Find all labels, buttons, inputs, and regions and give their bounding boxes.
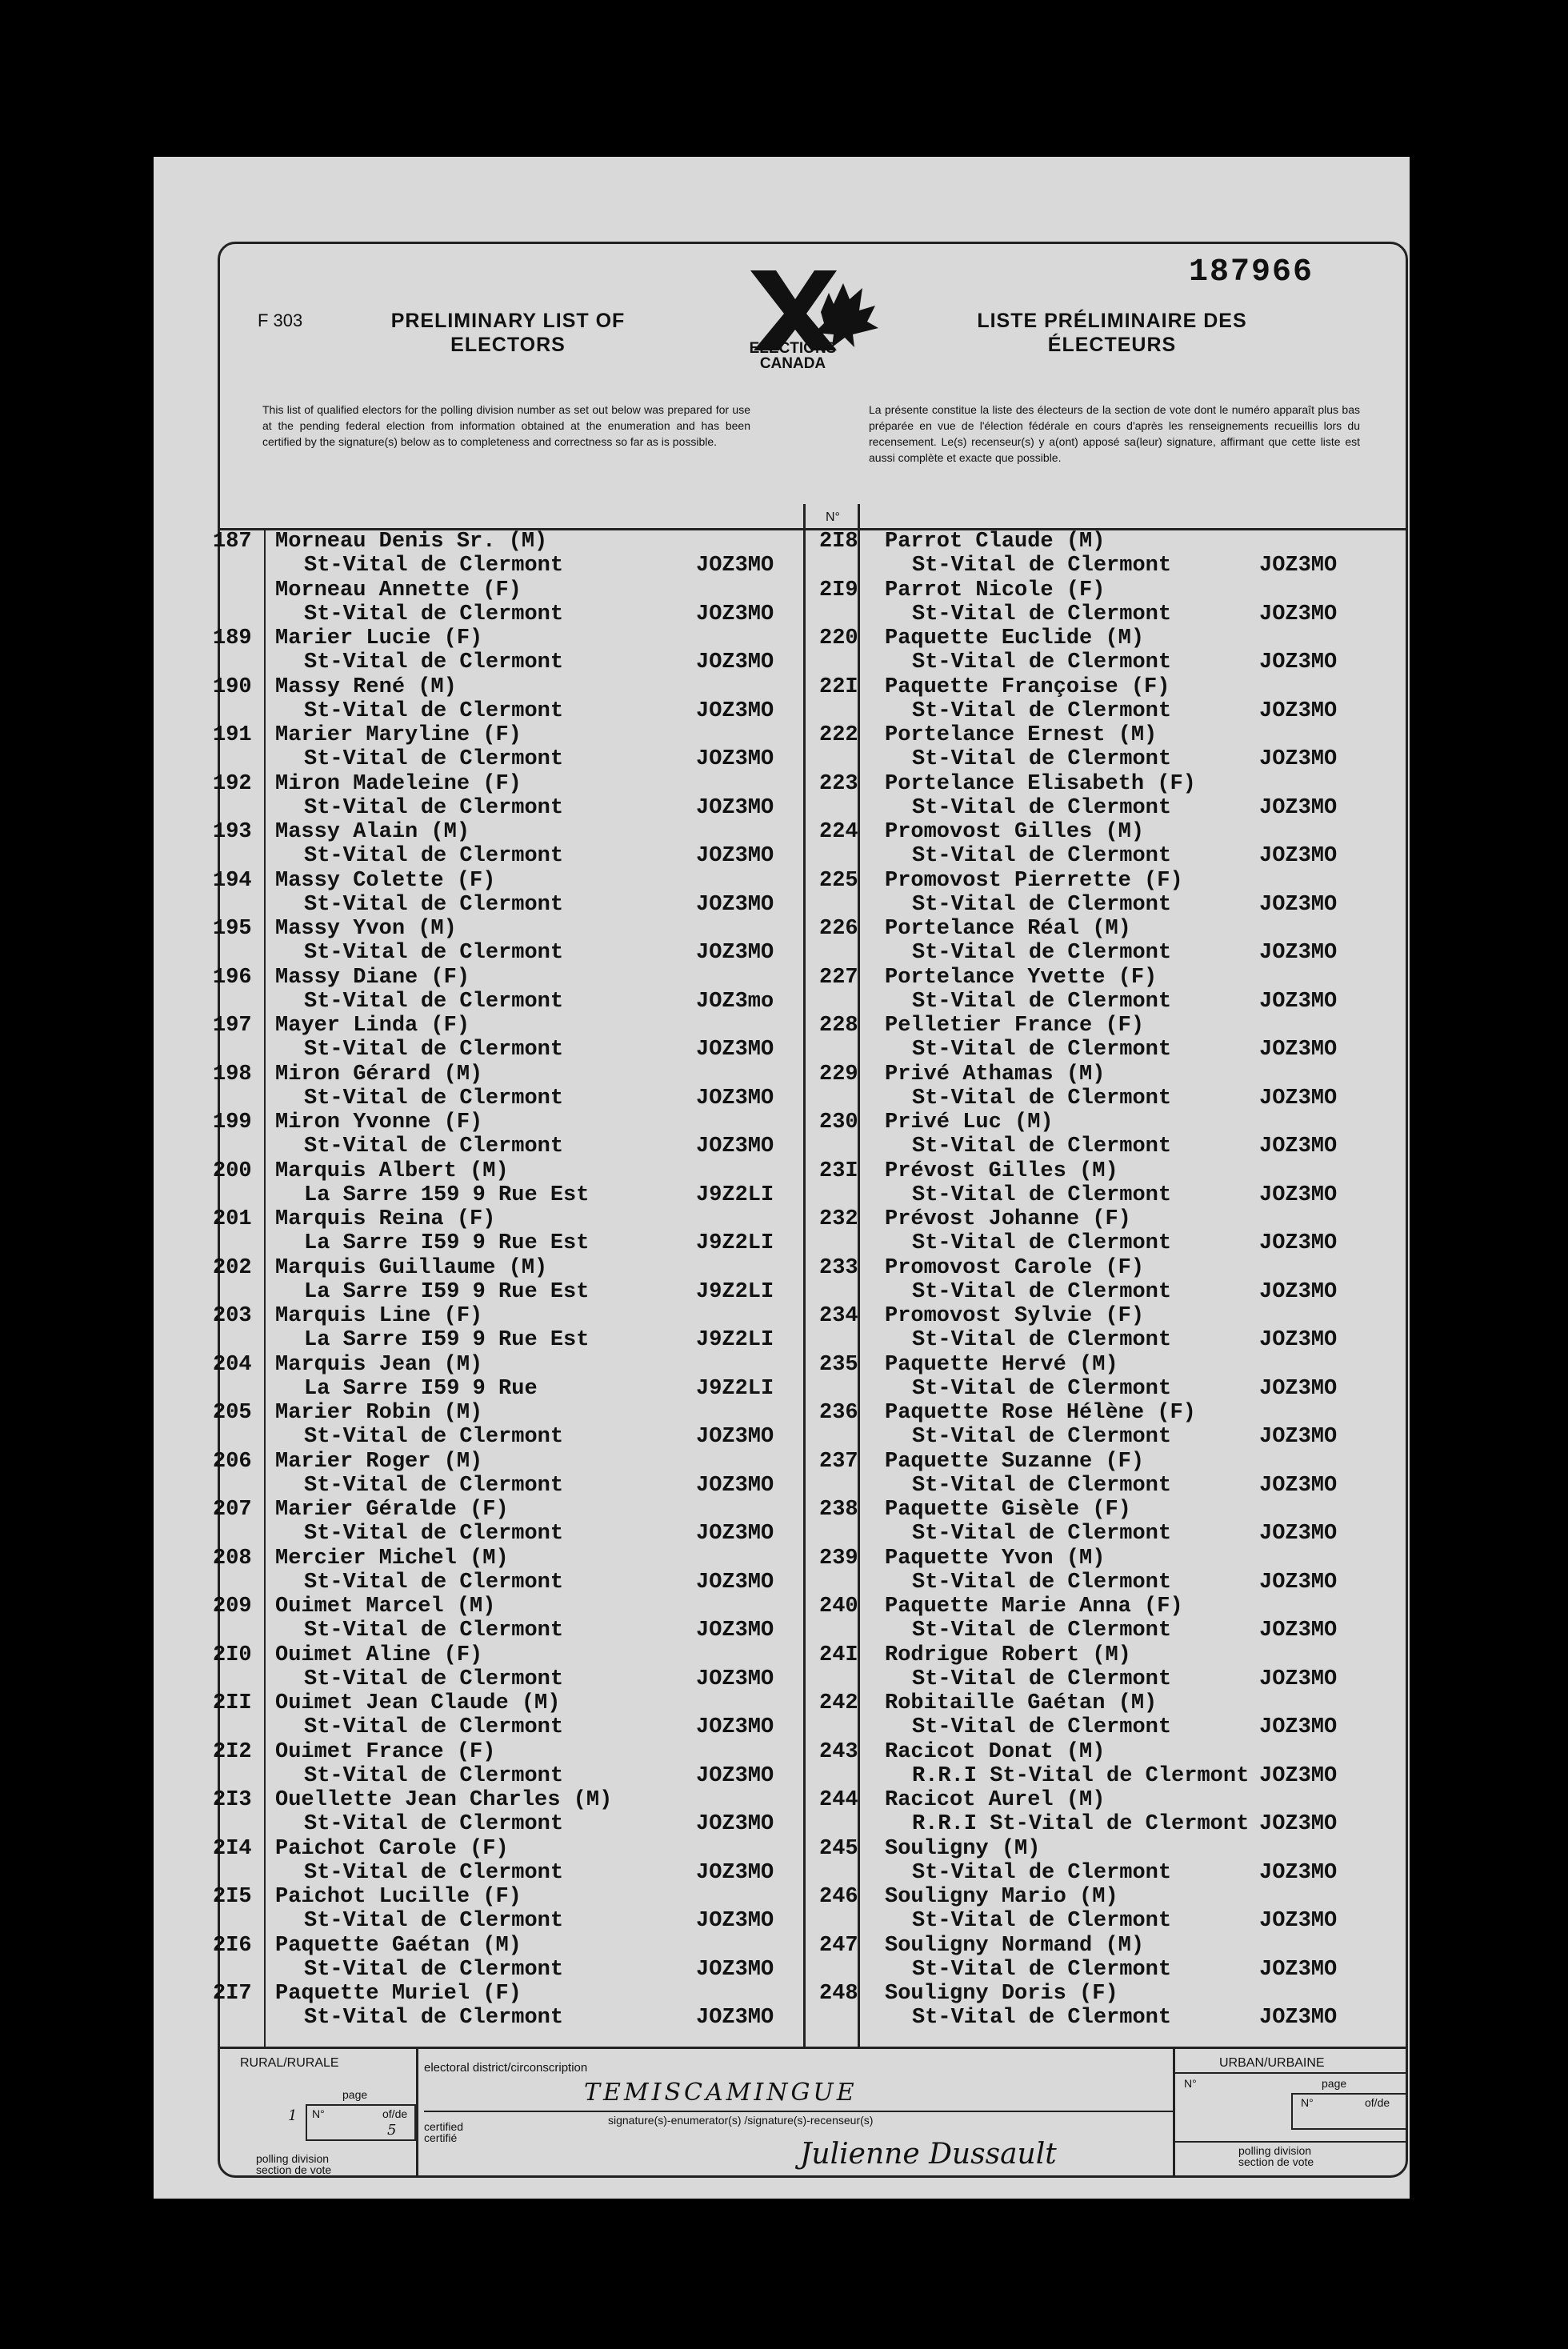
elector-number: 2II [213, 1691, 252, 1715]
elector-name: Marquis Reina (F) [275, 1207, 496, 1231]
elector-number: 242 [819, 1691, 858, 1715]
elector-number: 194 [213, 869, 252, 893]
elector-name: Racicot Aurel (M) [885, 1788, 1106, 1812]
elector-number: 233 [819, 1256, 858, 1280]
elector-address: St-Vital de Clermont [912, 1619, 1172, 1643]
elector-postal-code: JOZ3MO [696, 893, 774, 917]
elector-number: 196 [213, 966, 252, 990]
elector-name: Marier Roger (M) [275, 1450, 483, 1474]
rural-section-label: section de vote [256, 2163, 332, 2176]
elector-number: 243 [819, 1740, 858, 1764]
elector-postal-code: JOZ3MO [1259, 1474, 1338, 1498]
elector-name: Portelance Réal (M) [885, 917, 1131, 941]
elector-address: St-Vital de Clermont [912, 1522, 1172, 1546]
elector-postal-code: JOZ3MO [1259, 747, 1338, 771]
district-underline [424, 2111, 1173, 2112]
elector-address: St-Vital de Clermont [304, 650, 564, 674]
elector-address: St-Vital de Clermont [304, 1715, 564, 1739]
elector-address: St-Vital de Clermont [304, 1086, 564, 1110]
elector-postal-code: JOZ3MO [696, 1764, 774, 1788]
elector-postal-code: JOZ3MO [1259, 1571, 1338, 1595]
elector-postal-code: JOZ3MO [696, 1667, 774, 1691]
elector-postal-code: JOZ3MO [1259, 893, 1338, 917]
elector-name: Miron Madeleine (F) [275, 772, 522, 796]
elector-address: St-Vital de Clermont [304, 699, 564, 723]
elector-number: 230 [819, 1110, 858, 1134]
elector-postal-code: JOZ3MO [696, 1086, 774, 1110]
elector-name: Ouimet France (F) [275, 1740, 496, 1764]
elector-number: 202 [213, 1256, 252, 1280]
elector-address: St-Vital de Clermont [304, 1958, 564, 1982]
rural-of-label: of/de [382, 2107, 408, 2120]
elector-postal-code: JOZ3MO [1259, 1377, 1338, 1401]
elector-name: Robitaille Gaétan (M) [885, 1691, 1158, 1715]
elector-number: 227 [819, 966, 858, 990]
elector-address: La Sarre 159 9 Rue Est [304, 1183, 590, 1207]
elector-number: 197 [213, 1014, 252, 1038]
elector-address: St-Vital de Clermont [912, 1715, 1172, 1739]
elector-postal-code: JOZ3MO [1259, 941, 1338, 965]
rural-page-value: 1 [288, 2107, 298, 2124]
elector-postal-code: JOZ3MO [696, 1619, 774, 1643]
rural-polling-label: polling division [256, 2152, 330, 2165]
elector-postal-code: JOZ3MO [1259, 1715, 1338, 1739]
elector-address: St-Vital de Clermont [304, 1038, 564, 1062]
elector-number: 223 [819, 772, 858, 796]
elector-postal-code: JOZ3MO [1259, 796, 1338, 820]
elector-number: 192 [213, 772, 252, 796]
certifie-label: certifié [424, 2131, 458, 2144]
elector-postal-code: JOZ3MO [1259, 1861, 1338, 1885]
elector-number: 248 [819, 1982, 858, 2006]
elector-number: 234 [819, 1304, 858, 1328]
elector-address: St-Vital de Clermont [912, 990, 1172, 1014]
elector-number: 205 [213, 1401, 252, 1425]
elector-number: 195 [213, 917, 252, 941]
elector-number: 2I6 [213, 1934, 252, 1958]
certified-label: certified [424, 2120, 464, 2133]
elector-number: 246 [819, 1885, 858, 1909]
urban-no-label: N° [1184, 2077, 1197, 2090]
elector-name: Marquis Line (F) [275, 1304, 483, 1328]
elector-address: St-Vital de Clermont [304, 1812, 564, 1836]
elector-postal-code: JOZ3MO [696, 844, 774, 868]
elector-address: St-Vital de Clermont [912, 1377, 1172, 1401]
elector-name: Parrot Claude (M) [885, 530, 1106, 554]
elector-name: Souligny Doris (F) [885, 1982, 1118, 2006]
elector-name: Morneau Annette (F) [275, 578, 522, 602]
logo-text: ELECTIONS CANADA [749, 340, 837, 372]
urban-rule [1173, 2072, 1408, 2074]
elector-number: 220 [819, 626, 858, 650]
elector-address: La Sarre I59 9 Rue Est [304, 1280, 590, 1304]
elector-address: St-Vital de Clermont [304, 1909, 564, 1933]
elector-name: Souligny Normand (M) [885, 1934, 1145, 1958]
elector-name: Marier Robin (M) [275, 1401, 483, 1425]
elector-address: La Sarre I59 9 Rue Est [304, 1328, 590, 1352]
elector-number: 247 [819, 1934, 858, 1958]
elector-name: Promovost Carole (F) [885, 1256, 1145, 1280]
elector-postal-code: JOZ3MO [1259, 1619, 1338, 1643]
elector-postal-code: JOZ3MO [1259, 1909, 1338, 1933]
elector-name: Paichot Carole (F) [275, 1837, 509, 1861]
elector-number: 198 [213, 1062, 252, 1086]
elector-name: Souligny Mario (M) [885, 1885, 1118, 1909]
elector-name: Paquette Hervé (M) [885, 1353, 1118, 1377]
elector-postal-code: JOZ3MO [696, 747, 774, 771]
elector-address: St-Vital de Clermont [912, 1958, 1172, 1982]
elector-number: 2I4 [213, 1837, 252, 1861]
elector-postal-code: JOZ3mo [696, 990, 774, 1014]
elector-name: Ouimet Jean Claude (M) [275, 1691, 561, 1715]
elector-number: 2I7 [213, 1982, 252, 2006]
elector-address: St-Vital de Clermont [304, 602, 564, 626]
elector-address: St-Vital de Clermont [912, 699, 1172, 723]
elector-name: Pelletier France (F) [885, 1014, 1145, 1038]
elector-name: Portelance Ernest (M) [885, 723, 1158, 747]
elector-address: St-Vital de Clermont [912, 650, 1172, 674]
elector-postal-code: JOZ3MO [1259, 1280, 1338, 1304]
elector-number: 2I9 [819, 578, 858, 602]
elector-number: 187 [213, 530, 252, 554]
elector-address: La Sarre I59 9 Rue Est [304, 1231, 590, 1255]
elector-number: 22I [819, 675, 858, 699]
elector-postal-code: JOZ3MO [696, 1522, 774, 1546]
elector-number: 239 [819, 1547, 858, 1571]
elector-postal-code: JOZ3MO [696, 650, 774, 674]
elector-address: St-Vital de Clermont [304, 1861, 564, 1885]
elector-number: 191 [213, 723, 252, 747]
elector-address: R.R.I St-Vital de Clermont [912, 1812, 1250, 1836]
elector-postal-code: JOZ3MO [1259, 1522, 1338, 1546]
elector-address: St-Vital de Clermont [912, 554, 1172, 578]
elector-number: 226 [819, 917, 858, 941]
elector-postal-code: J9Z2LI [696, 1328, 774, 1352]
elections-canada-logo [734, 264, 886, 376]
elector-address: St-Vital de Clermont [304, 554, 564, 578]
elector-number: 2I5 [213, 1885, 252, 1909]
elector-number: 236 [819, 1401, 858, 1425]
elector-postal-code: JOZ3MO [1259, 1038, 1338, 1062]
left-num-rule [264, 528, 266, 2048]
title-french: LISTE PRÉLIMINAIRE DES ÉLECTEURS [977, 310, 1247, 356]
elector-postal-code: JOZ3MO [696, 796, 774, 820]
elector-postal-code: JOZ3MO [696, 2006, 774, 2030]
elector-number: 200 [213, 1159, 252, 1183]
elector-number: 208 [213, 1547, 252, 1571]
elector-number: 24I [819, 1643, 858, 1667]
elector-postal-code: JOZ3MO [1259, 1231, 1338, 1255]
elector-name: Prévost Johanne (F) [885, 1207, 1131, 1231]
elector-postal-code: J9Z2LI [696, 1280, 774, 1304]
elector-name: Paquette Françoise (F) [885, 675, 1170, 699]
elector-postal-code: JOZ3MO [1259, 650, 1338, 674]
elector-address: St-Vital de Clermont [912, 1474, 1172, 1498]
elector-name: Privé Luc (M) [885, 1110, 1054, 1134]
elector-name: Miron Yvonne (F) [275, 1110, 483, 1134]
elector-postal-code: JOZ3MO [696, 1134, 774, 1158]
elector-name: Promovost Sylvie (F) [885, 1304, 1145, 1328]
elector-number: 204 [213, 1353, 252, 1377]
elector-name: Rodrigue Robert (M) [885, 1643, 1131, 1667]
elector-name: Miron Gérard (M) [275, 1062, 483, 1086]
elector-number: 201 [213, 1207, 252, 1231]
enumerator-signature: Julienne Dussault [800, 2138, 1057, 2171]
elector-name: Marquis Albert (M) [275, 1159, 509, 1183]
elector-name: Marier Lucie (F) [275, 626, 483, 650]
elector-address: St-Vital de Clermont [304, 1522, 564, 1546]
elector-number: 229 [819, 1062, 858, 1086]
elector-name: Ouimet Aline (F) [275, 1643, 483, 1667]
elector-address: St-Vital de Clermont [304, 2006, 564, 2030]
footer-top-rule [218, 2047, 1408, 2049]
elector-name: Souligny (M) [885, 1837, 1041, 1861]
elector-number: 193 [213, 820, 252, 844]
elector-name: Parrot Nicole (F) [885, 578, 1106, 602]
elector-name: Mercier Michel (M) [275, 1547, 509, 1571]
elector-name: Paquette Yvon (M) [885, 1547, 1106, 1571]
elector-postal-code: JOZ3MO [696, 554, 774, 578]
elector-name: Massy Colette (F) [275, 869, 496, 893]
elector-address: St-Vital de Clermont [912, 1328, 1172, 1352]
elector-postal-code: JOZ3MO [696, 1958, 774, 1982]
elector-postal-code: JOZ3MO [696, 1425, 774, 1449]
elector-number: 207 [213, 1498, 252, 1522]
elector-postal-code: JOZ3MO [1259, 990, 1338, 1014]
elector-address: R.R.I St-Vital de Clermont [912, 1764, 1250, 1788]
elector-postal-code: JOZ3MO [696, 602, 774, 626]
elector-address: St-Vital de Clermont [304, 796, 564, 820]
footer-divider-1 [416, 2047, 418, 2178]
logo-mark-icon [734, 264, 886, 352]
elector-address: St-Vital de Clermont [304, 1474, 564, 1498]
electoral-district-value: TEMISCAMINGUE [584, 2079, 858, 2107]
elector-postal-code: JOZ3MO [696, 941, 774, 965]
elector-number: 2I2 [213, 1740, 252, 1764]
elector-address: St-Vital de Clermont [912, 796, 1172, 820]
elector-name: Marier Géralde (F) [275, 1498, 509, 1522]
elector-address: St-Vital de Clermont [912, 1134, 1172, 1158]
elector-postal-code: JOZ3MO [1259, 1764, 1338, 1788]
elector-number: 224 [819, 820, 858, 844]
elector-postal-code: JOZ3MO [696, 1715, 774, 1739]
elector-name: Marier Maryline (F) [275, 723, 522, 747]
elector-number: 199 [213, 1110, 252, 1134]
elector-postal-code: JOZ3MO [1259, 1134, 1338, 1158]
elector-address: St-Vital de Clermont [912, 941, 1172, 965]
form-number: F 303 [258, 310, 303, 330]
elector-address: St-Vital de Clermont [304, 941, 564, 965]
elector-address: St-Vital de Clermont [912, 1038, 1172, 1062]
intro-english: This list of qualified electors for the polling division number as set out below was prepared for use at the pending federal election from information obtained at the enumeration and has been certified by the signature(s) below as to completeness and correctness so far as is possible. [262, 403, 750, 448]
list-number: 187966 [1189, 254, 1314, 290]
elector-address: St-Vital de Clermont [912, 747, 1172, 771]
elector-number: 237 [819, 1450, 858, 1474]
elector-postal-code: JOZ3MO [1259, 1667, 1338, 1691]
elector-address: St-Vital de Clermont [912, 1425, 1172, 1449]
elector-address: St-Vital de Clermont [912, 1280, 1172, 1304]
elector-name: Ouellette Jean Charles (M) [275, 1788, 613, 1812]
elector-postal-code: JOZ3MO [1259, 1086, 1338, 1110]
elector-address: St-Vital de Clermont [304, 1134, 564, 1158]
elector-name: Marquis Jean (M) [275, 1353, 483, 1377]
elector-number: 203 [213, 1304, 252, 1328]
no-header: N° [826, 510, 840, 524]
rural-label: RURAL/RURALE [240, 2056, 339, 2070]
rural-page-label: page [342, 2088, 368, 2101]
elector-name: Massy Yvon (M) [275, 917, 457, 941]
elector-postal-code: JOZ3MO [1259, 554, 1338, 578]
intro-french: La présente constitue la liste des électeurs de la section de vote dont le numéro apparaît plus bas préparée en vue de l'élection fédérale en cours d'après les renseignements recueillis lors du recensement. Le(s) recenseur(s) y a(ont) apposé sa(leur) signature, affirmant que cette liste est aussi complète et exacte que possible. [869, 403, 1360, 464]
elector-number: 235 [819, 1353, 858, 1377]
elector-postal-code: J9Z2LI [696, 1183, 774, 1207]
elector-address: St-Vital de Clermont [912, 1861, 1172, 1885]
elector-number: 2I0 [213, 1643, 252, 1667]
elector-postal-code: JOZ3MO [696, 1038, 774, 1062]
elector-address: St-Vital de Clermont [912, 1667, 1172, 1691]
elector-name: Massy René (M) [275, 675, 457, 699]
urban-rule-2 [1173, 2141, 1408, 2143]
elector-address: St-Vital de Clermont [304, 990, 564, 1014]
urban-no-label-2: N° [1301, 2096, 1314, 2109]
elector-address: St-Vital de Clermont [912, 844, 1172, 868]
elector-number: 206 [213, 1450, 252, 1474]
elector-number: 190 [213, 675, 252, 699]
elector-address: St-Vital de Clermont [912, 1086, 1172, 1110]
electoral-district-label: electoral district/circonscription [424, 2061, 588, 2075]
urban-page-label: page [1322, 2077, 1347, 2090]
urban-of-label: of/de [1365, 2096, 1390, 2109]
elector-postal-code: JOZ3MO [1259, 844, 1338, 868]
elector-number: 189 [213, 626, 252, 650]
elector-name: Promovost Pierrette (F) [885, 869, 1183, 893]
elector-postal-code: JOZ3MO [696, 1474, 774, 1498]
elector-number: 23I [819, 1159, 858, 1183]
elector-address: La Sarre I59 9 Rue [304, 1377, 538, 1401]
elector-address: St-Vital de Clermont [304, 1425, 564, 1449]
elector-number: 244 [819, 1788, 858, 1812]
elector-name: Mayer Linda (F) [275, 1014, 470, 1038]
elector-postal-code: JOZ3MO [1259, 1328, 1338, 1352]
elector-number: 245 [819, 1837, 858, 1861]
elector-name: Paquette Euclide (M) [885, 626, 1145, 650]
elector-postal-code: JOZ3MO [696, 1909, 774, 1933]
elector-name: Paquette Rose Hélène (F) [885, 1401, 1196, 1425]
elector-number: 209 [213, 1595, 252, 1619]
elector-name: Massy Alain (M) [275, 820, 470, 844]
elector-postal-code: JOZ3MO [1259, 602, 1338, 626]
elector-name: Promovost Gilles (M) [885, 820, 1145, 844]
elector-number: 222 [819, 723, 858, 747]
elector-postal-code: J9Z2LI [696, 1377, 774, 1401]
elector-postal-code: JOZ3MO [696, 1571, 774, 1595]
column-divider-left [803, 504, 806, 2048]
elector-name: Ouimet Marcel (M) [275, 1595, 496, 1619]
elector-number: 225 [819, 869, 858, 893]
rural-no-label: N° [312, 2107, 325, 2120]
elector-number: 232 [819, 1207, 858, 1231]
elector-postal-code: JOZ3MO [1259, 1183, 1338, 1207]
elector-name: Privé Athamas (M) [885, 1062, 1106, 1086]
elector-address: St-Vital de Clermont [912, 602, 1172, 626]
elector-postal-code: JOZ3MO [1259, 2006, 1338, 2030]
elector-address: St-Vital de Clermont [304, 1764, 564, 1788]
elector-name: Paquette Suzanne (F) [885, 1450, 1145, 1474]
elector-address: St-Vital de Clermont [912, 2006, 1172, 2030]
urban-polling-label: polling division [1238, 2144, 1312, 2157]
elector-name: Paquette Marie Anna (F) [885, 1595, 1183, 1619]
elector-name: Morneau Denis Sr. (M) [275, 530, 548, 554]
elector-number: 2I3 [213, 1788, 252, 1812]
elector-postal-code: JOZ3MO [1259, 1958, 1338, 1982]
elector-address: St-Vital de Clermont [912, 1183, 1172, 1207]
rural-of-value: 5 [387, 2122, 397, 2139]
elector-postal-code: JOZ3MO [696, 699, 774, 723]
elector-address: St-Vital de Clermont [304, 1667, 564, 1691]
elector-address: St-Vital de Clermont [912, 1909, 1172, 1933]
elector-name: Massy Diane (F) [275, 966, 470, 990]
urban-label: URBAN/URBAINE [1219, 2056, 1325, 2070]
elector-address: St-Vital de Clermont [304, 1619, 564, 1643]
elector-number: 240 [819, 1595, 858, 1619]
elector-address: St-Vital de Clermont [304, 1571, 564, 1595]
elector-address: St-Vital de Clermont [304, 747, 564, 771]
elector-address: St-Vital de Clermont [304, 844, 564, 868]
elector-address: St-Vital de Clermont [912, 1231, 1172, 1255]
elector-number: 2I8 [819, 530, 858, 554]
elector-postal-code: JOZ3MO [1259, 1812, 1338, 1836]
elector-postal-code: JOZ3MO [696, 1861, 774, 1885]
elector-address: St-Vital de Clermont [912, 893, 1172, 917]
elector-name: Paquette Muriel (F) [275, 1982, 522, 2006]
elector-name: Paquette Gisèle (F) [885, 1498, 1131, 1522]
elector-postal-code: JOZ3MO [1259, 699, 1338, 723]
urban-section-label: section de vote [1238, 2155, 1314, 2168]
signature-label: signature(s)-enumerator(s) /signature(s)-recenseur(s) [608, 2114, 874, 2127]
elector-name: Racicot Donat (M) [885, 1740, 1106, 1764]
elector-name: Marquis Guillaume (M) [275, 1256, 548, 1280]
elector-name: Portelance Elisabeth (F) [885, 772, 1196, 796]
elector-name: Paquette Gaétan (M) [275, 1934, 522, 1958]
elector-postal-code: J9Z2LI [696, 1231, 774, 1255]
elector-address: St-Vital de Clermont [304, 893, 564, 917]
elector-name: Paichot Lucille (F) [275, 1885, 522, 1909]
elector-number: 238 [819, 1498, 858, 1522]
elector-name: Prévost Gilles (M) [885, 1159, 1118, 1183]
elector-name: Portelance Yvette (F) [885, 966, 1158, 990]
footer-divider-2 [1173, 2047, 1175, 2178]
title-english: PRELIMINARY LIST OF ELECTORS [390, 310, 626, 356]
elector-postal-code: JOZ3MO [696, 1812, 774, 1836]
elector-postal-code: JOZ3MO [1259, 1425, 1338, 1449]
elector-number: 228 [819, 1014, 858, 1038]
elector-address: St-Vital de Clermont [912, 1571, 1172, 1595]
